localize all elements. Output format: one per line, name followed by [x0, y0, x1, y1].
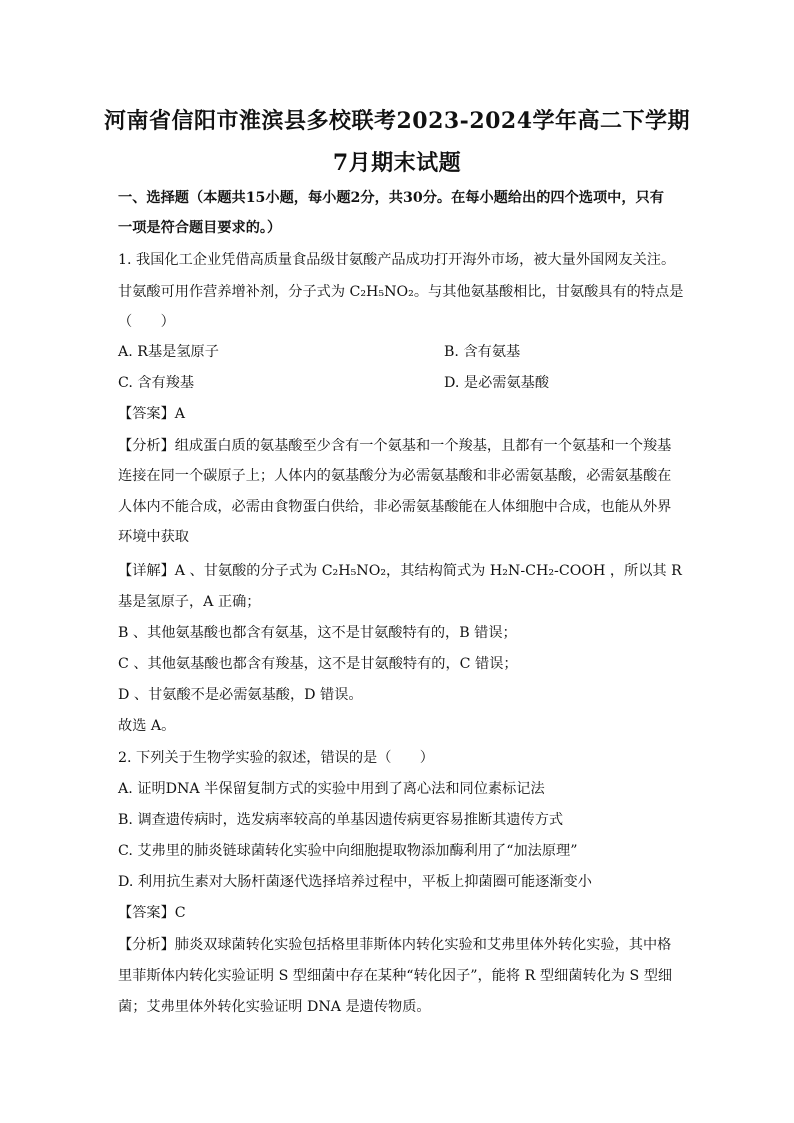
q1-stem-line2: 甘氨酸可用作营养增补剂，分子式为 C₂H₅NO₂。与其他氨基酸相比，甘氨酸具有的特点是 — [118, 284, 684, 300]
q1-analysis-line3: 人体内不能合成，必需由食物蛋白供给，非必需氨基酸能在人体细胞中合成，也能从外界 — [118, 499, 672, 515]
q2-option-a: A. 证明DNA 半保留复制方式的实验中用到了离心法和同位素标记法 — [118, 781, 545, 797]
section-heading-line2: 一项是符合题目要求的。） — [118, 220, 282, 236]
q1-option-b: B. 含有氨基 — [444, 344, 521, 360]
q2-option-c: C. 艾弗里的肺炎链球菌转化实验中向细胞提取物添加酶利用了“加法原理” — [118, 843, 578, 859]
q1-analysis-line2: 连接在同一个碳原子上；人体内的氨基酸分为必需氨基酸和非必需氨基酸，必需氨基酸在 — [118, 468, 672, 484]
q1-conclusion: 故选 A。 — [118, 718, 176, 734]
q1-options-row2 — [118, 373, 678, 393]
q1-options-row1 — [118, 342, 678, 362]
q1-stem-line1: 1. 我国化工企业凭借高质量食品级甘氨酸产品成功打开海外市场，被大量外国网友关注。 — [118, 252, 676, 268]
q2-analysis-line2: 里菲斯体内转化实验证明 S 型细菌中存在某种“转化因子”，能将 R 型细菌转化为 S 型细 — [118, 968, 673, 984]
q1-analysis-line4: 环境中获取 — [118, 529, 189, 545]
q1-analysis-line1: 【分析】组成蛋白质的氨基酸至少含有一个氨基和一个羧基，且都有一个氨基和一个羧基 — [118, 438, 672, 454]
q2-analysis-line1: 【分析】肺炎双球菌转化实验包括格里菲斯体内转化实验和艾弗里体外转化实验，其中格 — [118, 937, 672, 953]
q1-answer: 【答案】A — [118, 406, 185, 422]
q2-option-b: B. 调查遗传病时，选发病率较高的单基因遗传病更容易推断其遗传方式 — [118, 812, 564, 828]
q1-detail-line2: 基是氢原子，A 正确； — [118, 594, 261, 610]
q1-detail-line5: D 、甘氨酸不是必需氨基酸，D 错误。 — [118, 687, 363, 703]
q2-option-d: D. 利用抗生素对大肠杆菌逐代选择培养过程中，平板上抑菌圈可能逐渐变小 — [118, 874, 592, 890]
q1-detail-line4: C 、其他氨基酸也都含有羧基，这不是甘氨酸特有的，C 错误； — [118, 656, 518, 672]
q2-answer: 【答案】C — [118, 905, 186, 921]
exam-title-line1: 河南省信阳市淮滨县多校联考2023-2024学年高二下学期 — [103, 108, 691, 134]
q1-option-a: A. R基是氢原子 — [118, 344, 219, 360]
q1-detail-line3: B 、其他氨基酸也都含有氨基，这不是甘氨酸特有的，B 错误； — [118, 625, 517, 641]
section-heading-line1: 一、选择题（本题共15小题，每小题2分，共30分。在每小题给出的四个选项中，只有 — [118, 190, 664, 206]
q1-option-c: C. 含有羧基 — [118, 375, 195, 391]
q1-option-d: D. 是必需氨基酸 — [444, 375, 550, 391]
q2-stem: 2. 下列关于生物学实验的叙述，错误的是（ ） — [118, 750, 434, 766]
q2-analysis-line3: 菌；艾弗里体外转化实验证明 DNA 是遗传物质。 — [118, 999, 431, 1015]
q1-detail-line1: 【详解】A 、甘氨酸的分子式为 C₂H₅NO₂，其结构简式为 H₂N-CH₂-COOH ，所以其 R — [118, 563, 682, 579]
q1-stem-line3: （ ） — [118, 314, 175, 330]
exam-title-line2: 7月期末试题 — [332, 150, 462, 176]
